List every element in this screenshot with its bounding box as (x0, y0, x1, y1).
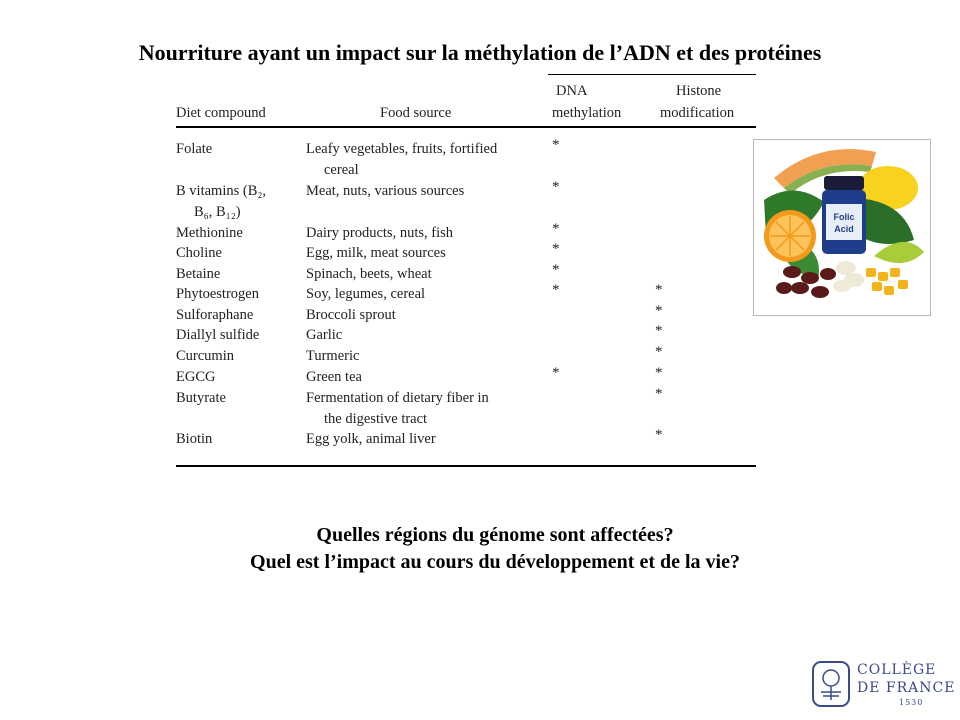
corn-icon (866, 268, 908, 295)
header-histone-line1: Histone (676, 83, 722, 99)
logo-line2: DE FRANCE (857, 680, 956, 696)
header-histone-line2: modification (660, 105, 735, 121)
college-de-france-logo (811, 660, 956, 710)
college-seal-icon (811, 660, 851, 708)
row-compound: Butyrate (176, 390, 226, 406)
row-food-source-cont: cereal (324, 162, 359, 178)
food-photo (753, 139, 931, 316)
row-histone-mark: * (655, 365, 663, 381)
row-food-source: Leafy vegetables, fruits, fortified (306, 141, 498, 157)
row-dna-mark: * (552, 282, 560, 298)
row-histone-mark: * (655, 344, 663, 360)
row-compound: B vitamins (B₂, (176, 183, 267, 199)
row-compound: Curcumin (176, 348, 234, 364)
row-histone-mark: * (655, 303, 663, 319)
lime-icon (874, 242, 924, 263)
row-dna-mark: * (552, 262, 560, 278)
row-food-source: Soy, legumes, cereal (306, 286, 426, 302)
table-bottom-rule (176, 465, 756, 467)
row-compound: Biotin (176, 431, 213, 447)
slide-title: Nourriture ayant un impact sur la méthylation de l’ADN et des protéines (138, 40, 822, 65)
row-dna-mark: * (552, 365, 560, 381)
header-food-source: Food source (380, 105, 452, 121)
logo-year: 1530 (899, 698, 924, 707)
question-development-impact: Quel est l’impact au cours du développement et de la vie? (250, 551, 740, 573)
row-food-source: Broccoli sprout (306, 307, 396, 323)
row-food-source: Meat, nuts, various sources (306, 183, 465, 199)
row-dna-mark: * (552, 221, 560, 237)
row-compound: Phytoestrogen (176, 286, 259, 302)
row-food-source: Spinach, beets, wheat (306, 266, 432, 282)
row-food-source: Dairy products, nuts, fish (306, 225, 453, 241)
row-compound: Betaine (176, 266, 221, 282)
row-histone-mark: * (655, 427, 663, 443)
logo-line1: COLLÈGE (857, 662, 937, 678)
row-compound: Methionine (176, 225, 243, 241)
diet-compound-table (176, 74, 756, 469)
row-food-source: Egg yolk, animal liver (306, 431, 436, 447)
row-compound: EGCG (176, 369, 216, 385)
header-diet-compound: Diet compound (176, 105, 266, 121)
row-compound: Diallyl sulfide (176, 327, 260, 343)
row-food-source-cont: the digestive tract (324, 411, 428, 427)
row-compound: Sulforaphane (176, 307, 254, 323)
row-histone-mark: * (655, 323, 663, 339)
row-food-source: Garlic (306, 327, 343, 343)
row-compound: Folate (176, 141, 213, 157)
row-histone-mark: * (655, 386, 663, 402)
table-top-rule-right (548, 74, 756, 75)
row-dna-mark: * (552, 137, 560, 153)
row-dna-mark: * (552, 241, 560, 257)
header-dna-line1: DNA (556, 83, 588, 99)
question-genome-regions: Quelles régions du génome sont affectées? (316, 524, 674, 546)
row-compound: Choline (176, 245, 222, 261)
header-dna-line2: methylation (552, 105, 622, 121)
table-header-rule (176, 126, 756, 128)
row-dna-mark: * (552, 179, 560, 195)
row-food-source: Green tea (306, 369, 362, 385)
row-compound-cont: B₆, B₁₂) (194, 204, 241, 220)
row-food-source: Egg, milk, meat sources (306, 245, 446, 261)
row-food-source: Turmeric (306, 348, 360, 364)
bottle-label-line1: Folic (833, 212, 855, 222)
bottle-label-line2: Acid (834, 224, 854, 234)
food-photo-illustration (754, 140, 930, 315)
row-histone-mark: * (655, 282, 663, 298)
questions-block (0, 522, 960, 576)
row-food-source: Fermentation of dietary fiber in (306, 390, 489, 406)
